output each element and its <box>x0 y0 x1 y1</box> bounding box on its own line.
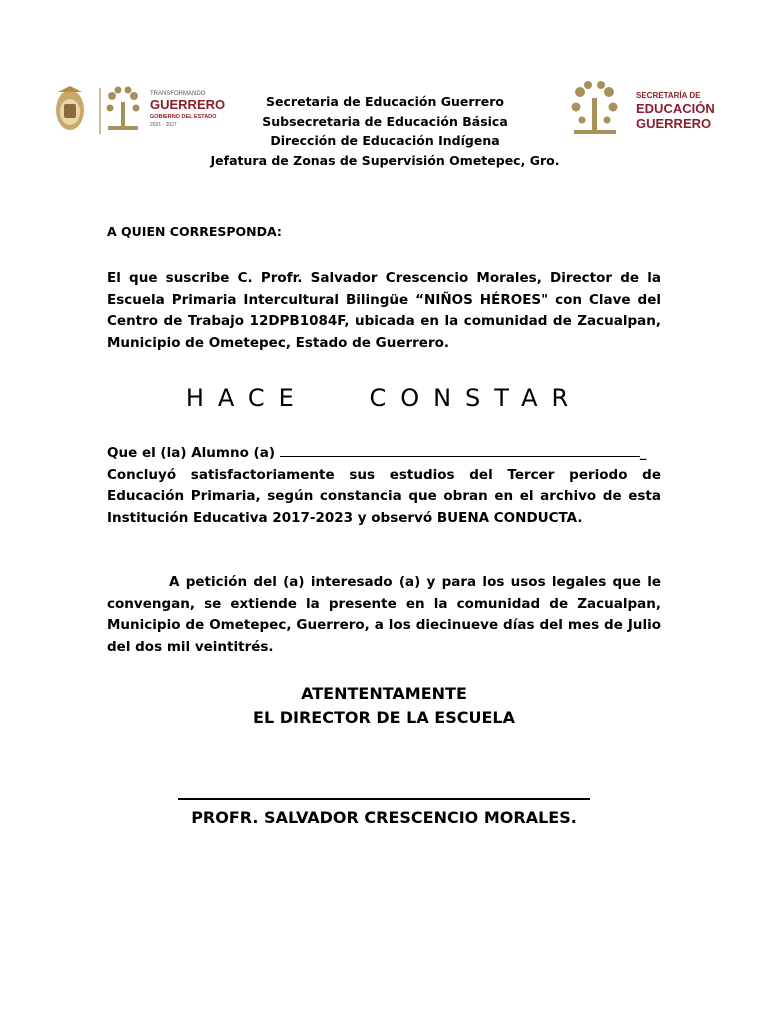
svg-text:SECRETARÍA DE: SECRETARÍA DE <box>636 91 701 100</box>
student-body: Concluyó satisfactoriamente sus estudios del Tercer periodo de Educación Primaria, según constancia que obran en el archivo de esta Institución Educativa 2017-2023 y observó BUENA CONDUCTA. <box>107 466 661 526</box>
student-name-blank[interactable] <box>280 444 640 457</box>
request-paragraph <box>107 572 661 658</box>
blank-tail: _ <box>639 445 647 461</box>
institution-header <box>180 92 590 170</box>
svg-text:GUERRERO: GUERRERO <box>636 116 712 131</box>
institution-line: Jefatura de Zonas de Supervisión Ometepec, Gro. <box>210 152 560 168</box>
institution-line: Subsecretaria de Educación Básica <box>262 113 508 129</box>
title-word: HACE <box>185 384 308 412</box>
tree-emblem-icon <box>107 87 140 131</box>
secretaria-educacion-logo <box>566 80 726 140</box>
svg-text:TRANSFORMANDO: TRANSFORMANDO <box>150 91 206 97</box>
svg-text:GOBIERNO DEL ESTADO: GOBIERNO DEL ESTADO <box>150 114 217 120</box>
svg-text:2021 - 2027: 2021 - 2027 <box>150 122 177 128</box>
intro-paragraph: El que suscribe C. Profr. Salvador Crescencio Morales, Director de la Escuela Primaria Intercultural Bilingüe “NIÑOS HÉROES" con Clave del Centro de Trabajo 12DPB1084F, ubicada en la comunidad de Zacualpan, Municipio de Ometepec, Estado de Guerrero. <box>107 270 661 351</box>
title-word: CONSTAR <box>369 384 583 412</box>
institution-line: Secretaria de Educación Guerrero <box>266 94 504 109</box>
student-line <box>107 443 661 465</box>
svg-text:EDUCACIÓN: EDUCACIÓN <box>636 101 715 116</box>
addressee: A QUIEN CORRESPONDA: <box>107 224 282 239</box>
closing-line: ATENTENTAMENTE <box>301 684 467 703</box>
student-paragraph <box>107 443 661 529</box>
signature-name: PROFR. SALVADOR CRESCENCIO MORALES. <box>191 808 577 827</box>
coat-of-arms-icon <box>56 86 84 130</box>
signature-line <box>178 798 590 800</box>
institution-line: Dirección de Educación Indígena <box>270 133 500 148</box>
student-label: Que el (la) Alumno (a) <box>107 445 275 461</box>
document-title <box>0 384 768 412</box>
tree-emblem-icon <box>572 81 618 134</box>
svg-text:GUERRERO: GUERRERO <box>150 97 226 112</box>
closing-line: EL DIRECTOR DE LA ESCUELA <box>253 708 515 727</box>
closing-block <box>0 682 768 730</box>
request-text: A petición del (a) interesado (a) y para los usos legales que le convengan, se extiende la presente en la comunidad de Zacualpan, Municipio de Ometepec, Guerrero, a los diecinueve días del mes de Julio del dos mil veintitrés. <box>107 574 661 655</box>
